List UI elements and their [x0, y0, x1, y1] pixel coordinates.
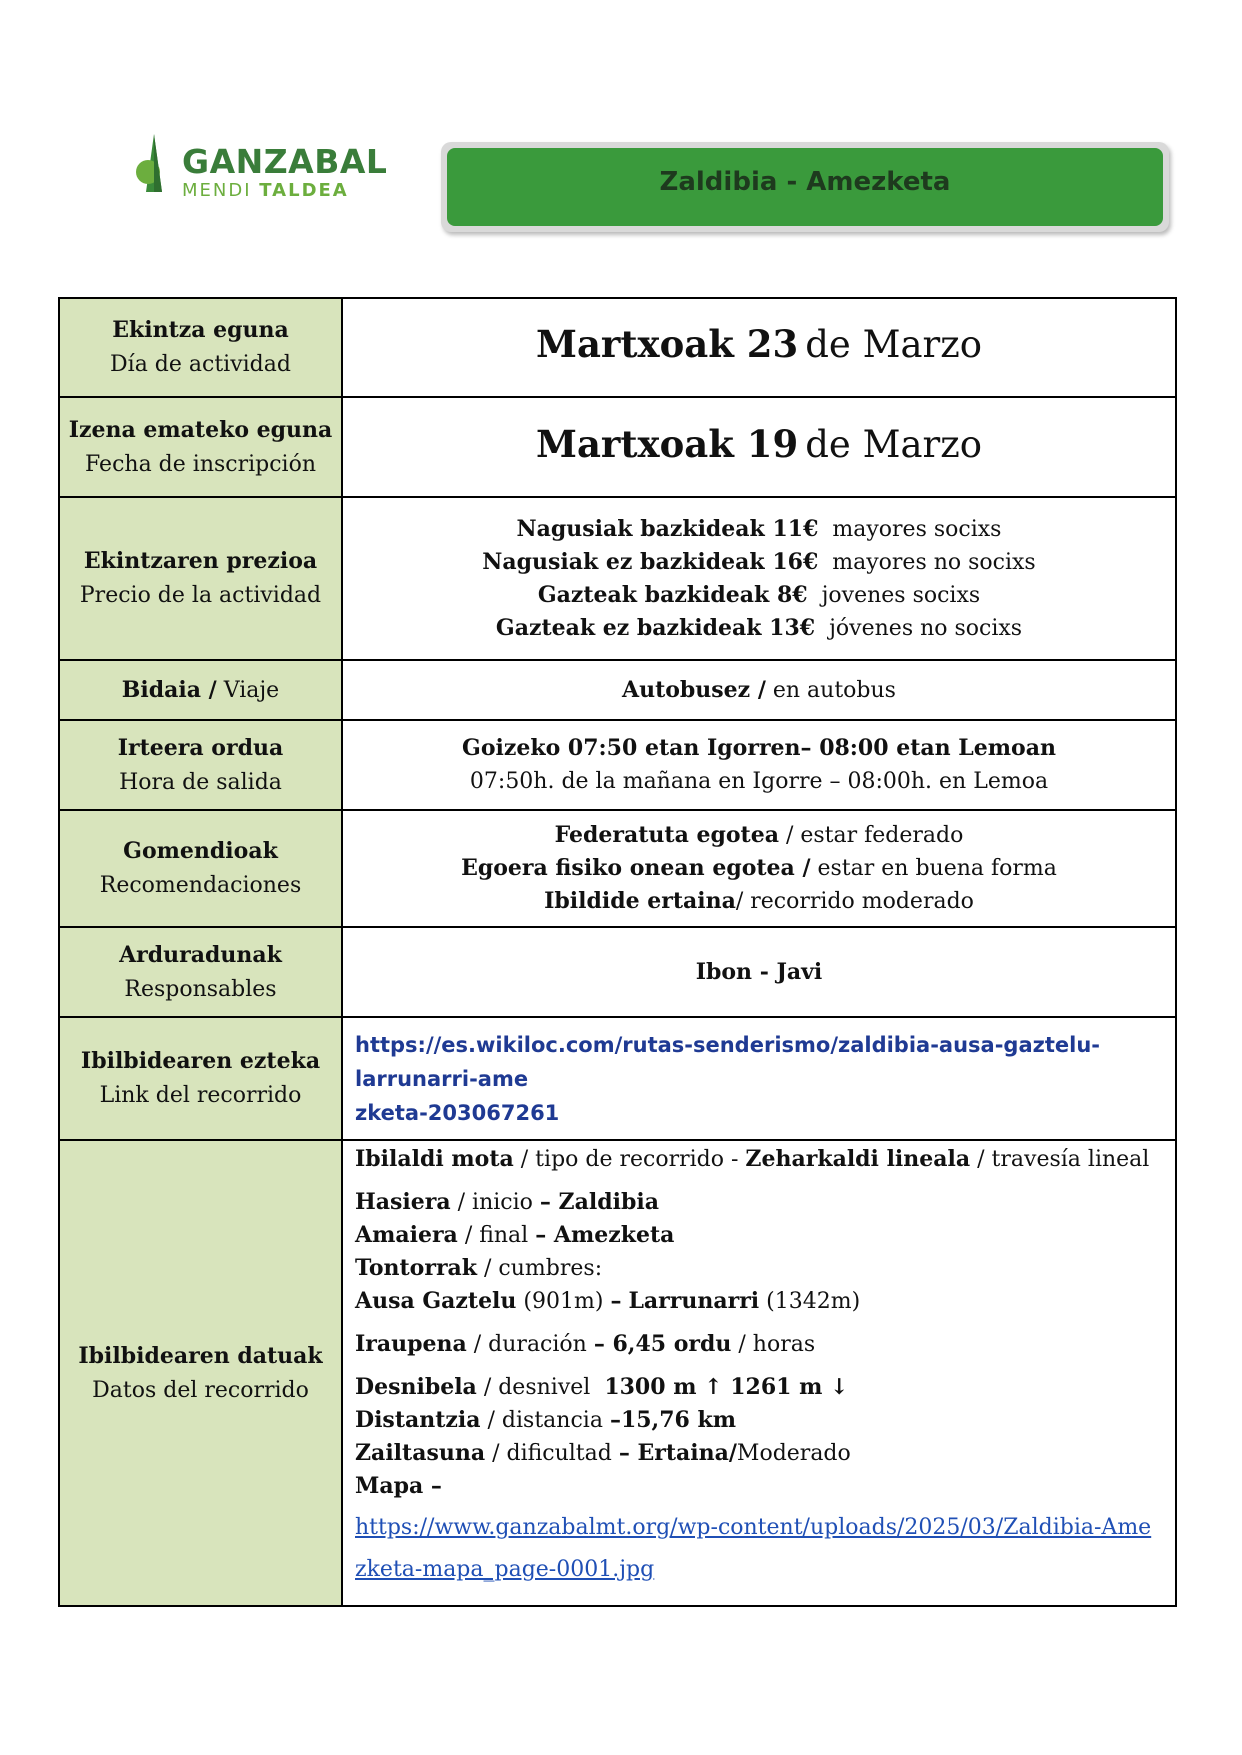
price-label: Ekintzaren prezioa Precio de la actividad — [59, 497, 342, 660]
recommendations-label: Gomendioak Recomendaciones — [59, 810, 342, 927]
departure-value: Goizeko 07:50 etan Igorren– 08:00 etan Lemoan 07:50h. de la mañana en Igorre – 08:00h. en Lemoa — [342, 720, 1176, 810]
route-data-label: Ibilbidearen datuak Datos del recorrido — [59, 1140, 342, 1606]
table-row — [59, 1017, 1176, 1140]
mountain-logo-icon — [132, 132, 180, 204]
signup-date-value: Martxoak 19 de Marzo — [342, 397, 1176, 497]
activity-date-value: Martxoak 23 de Marzo — [342, 298, 1176, 397]
route-title: Zaldibia - Amezketa — [659, 167, 951, 197]
signup-date-label: Izena emateko eguna Fecha de inscripción — [59, 397, 342, 497]
table-row — [59, 810, 1176, 927]
table-row — [59, 660, 1176, 720]
activity-date-label: Ekintza eguna Día de actividad — [59, 298, 342, 397]
title-banner — [441, 142, 1169, 232]
table-row — [59, 298, 1176, 397]
map-link[interactable]: https://www.ganzabalmt.org/wp-content/uploads/2025/03/Zaldibia-Ame zketa-mapa_page-0001.jpg — [355, 1515, 1152, 1582]
table-row — [59, 1140, 1176, 1606]
table-row — [59, 397, 1176, 497]
travel-value: Autobusez / en autobus — [342, 660, 1176, 720]
responsible-value: Ibon - Javi — [342, 927, 1176, 1017]
price-value: Nagusiak bazkideak 11€ mayores socixs Nagusiak ez bazkideak 16€ mayores no socixs Gazteak bazkideak 8€ jovenes socixs Gazteak ez bazkideak 13€ jóvenes no socixs — [342, 497, 1176, 660]
responsible-label: Arduradunak Responsables — [59, 927, 342, 1017]
table-row — [59, 720, 1176, 810]
logo-name: GANZABAL — [182, 142, 388, 181]
route-data-value: Ibilaldi mota / tipo de recorrido - Zeharkaldi lineala / travesía lineal Hasiera / inicio – Zaldibia Amaiera / final – Amezketa Tontorrak / cumbres: Ausa Gaztelu (901m) – Larrunarri (1342m) Iraupena / duración – 6,45 ordu / horas Desnibela / desnivel 1300 m ↑ 1261 m ↓ Distantzia / distancia –15,76 km Zailtasuna / dificultad – Ertaina/Moderado Mapa – https://www.ganzabalmt.org/wp-content/uploads/2025/03/Zaldibia-Ame zketa-mapa_page-0001.jpg — [342, 1140, 1176, 1606]
route-link-label: Ibilbidearen ezteka Link del recorrido — [59, 1017, 342, 1140]
route-link[interactable]: https://es.wikiloc.com/rutas-senderismo/zaldibia-ausa-gaztelu-larrunarri-ame zketa-203067261 — [342, 1017, 1176, 1140]
recommendations-value: Federatuta egotea / estar federado Egoera fisiko onean egotea / estar en buena forma Ibildide ertaina/ recorrido moderado — [342, 810, 1176, 927]
departure-label: Irteera ordua Hora de salida — [59, 720, 342, 810]
table-row — [59, 927, 1176, 1017]
travel-label: Bidaia / Viaje — [59, 660, 342, 720]
activity-info-table — [58, 297, 1177, 1607]
ganzabal-logo — [132, 132, 388, 204]
table-row — [59, 497, 1176, 660]
logo-subtitle: MENDI TALDEA — [182, 180, 349, 201]
